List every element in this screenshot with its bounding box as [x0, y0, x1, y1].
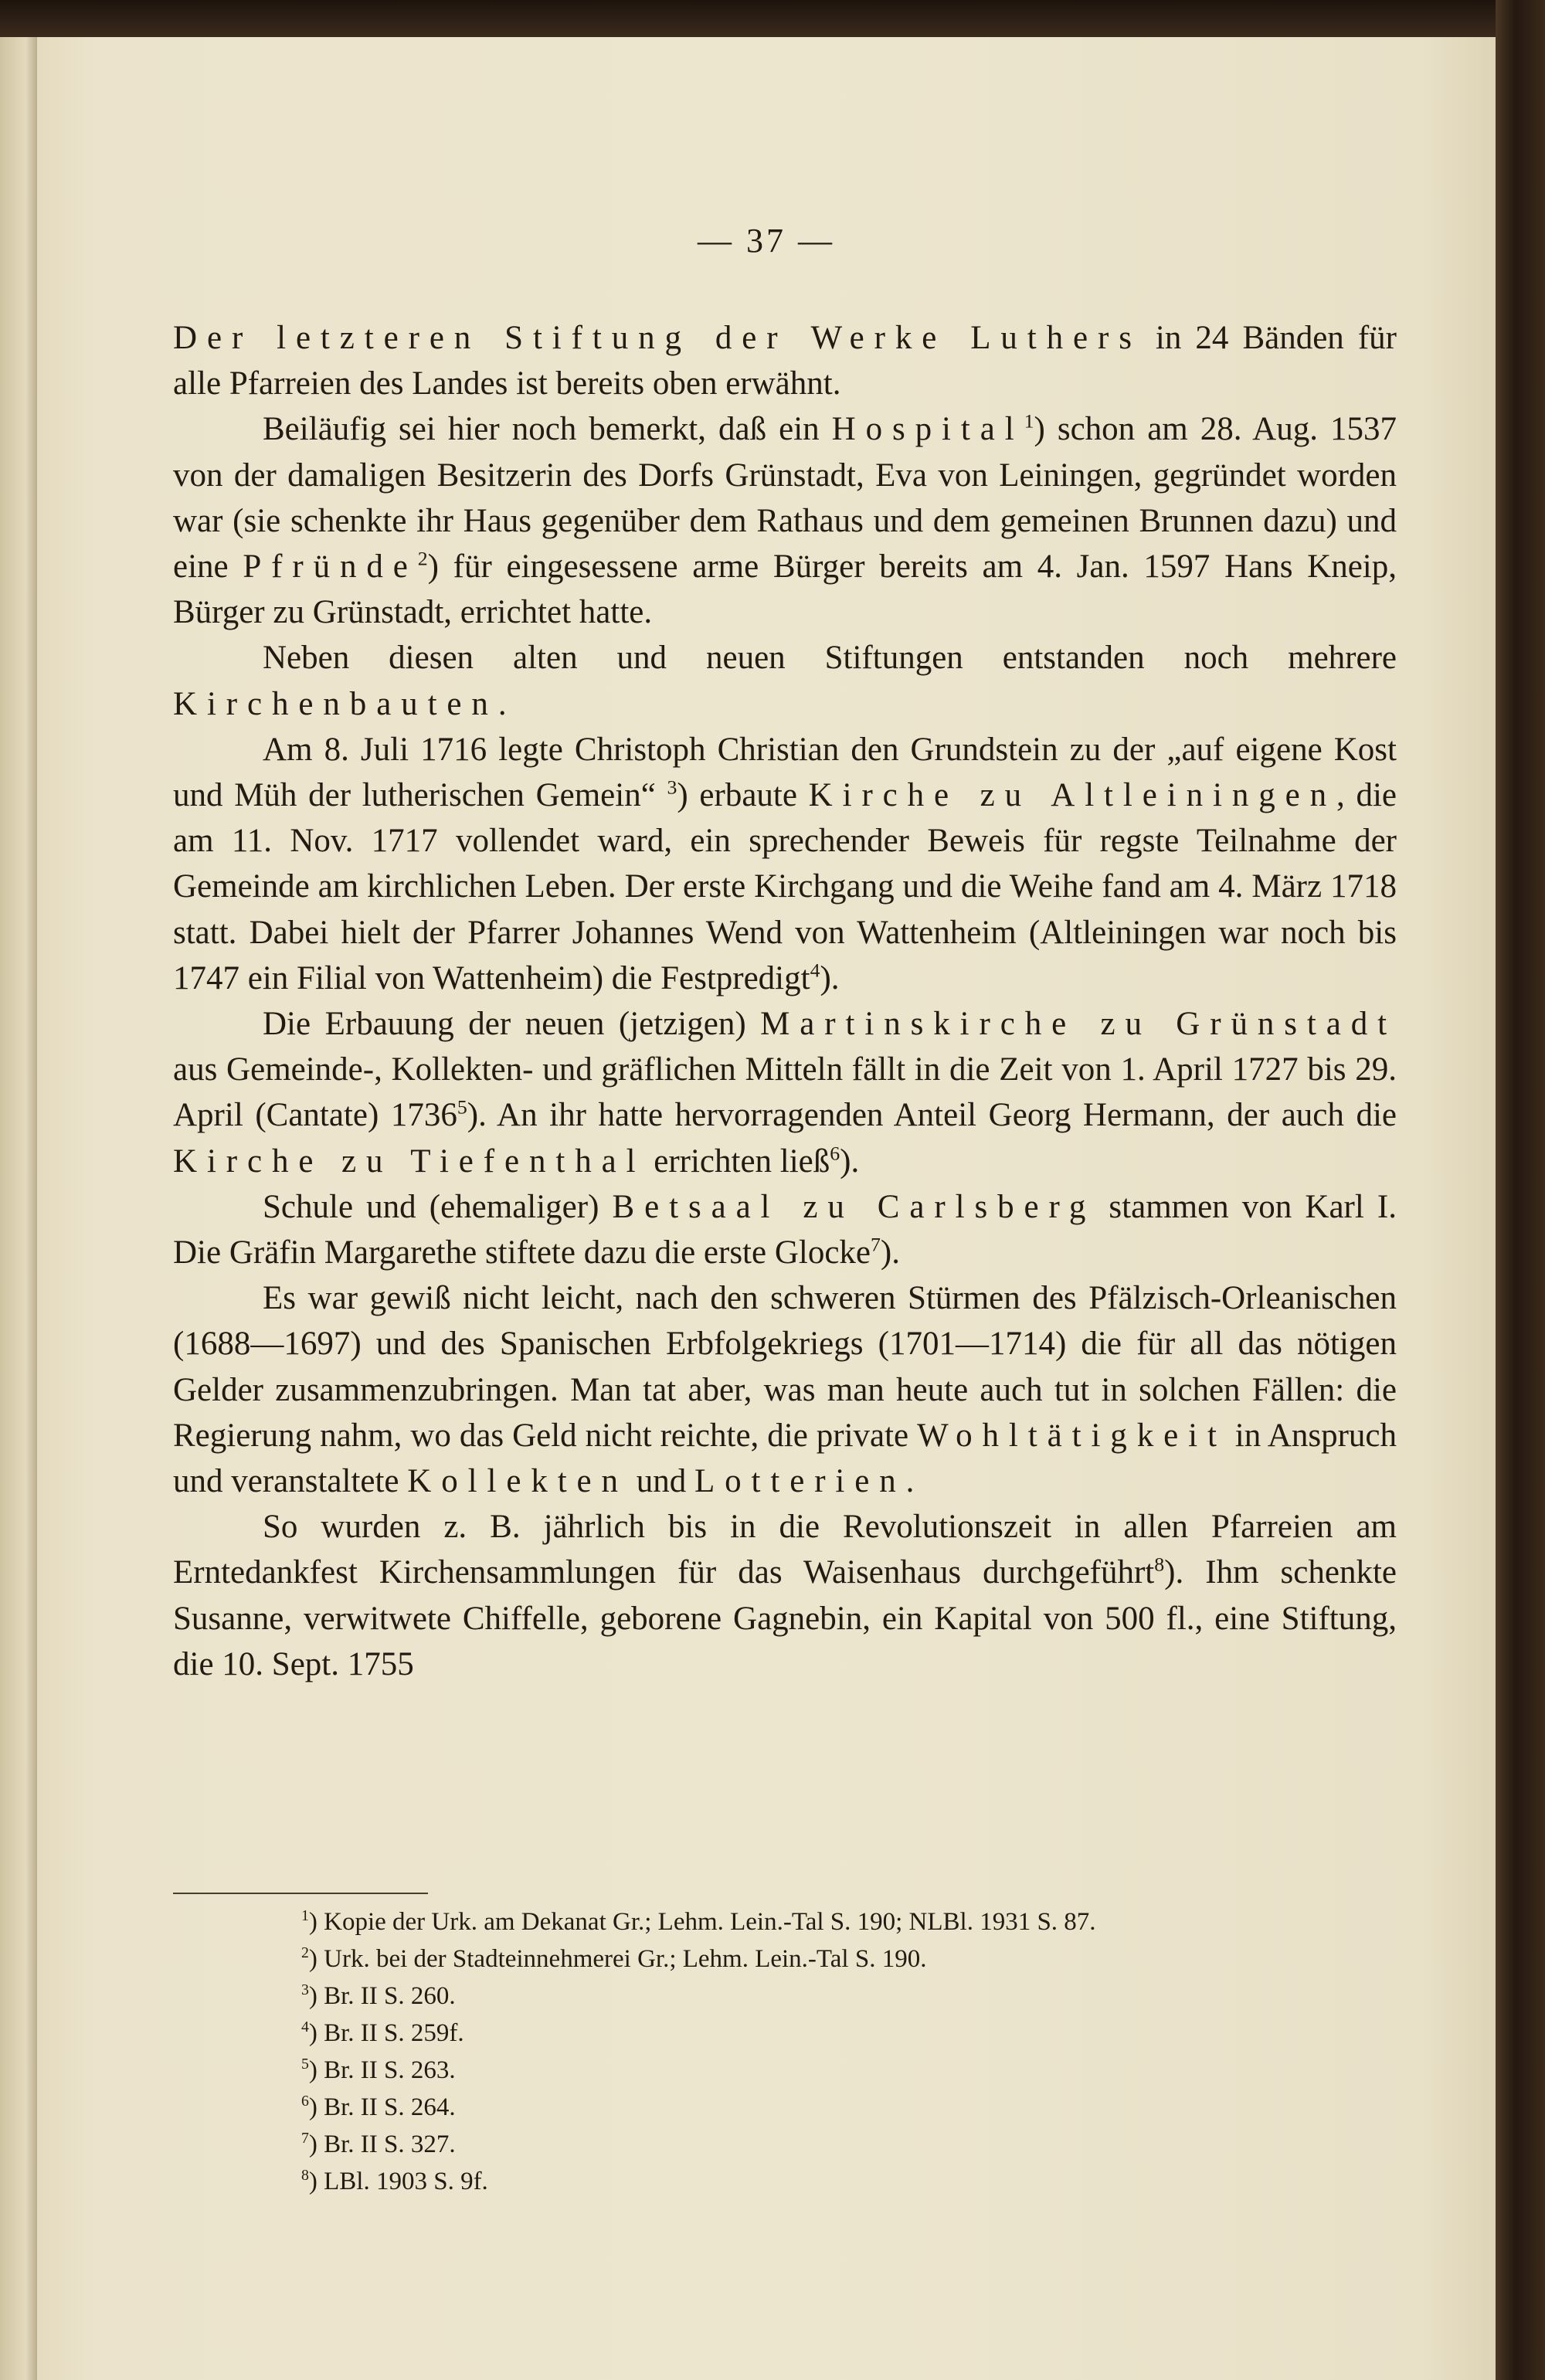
footnote-mark: 2: [301, 1944, 309, 1961]
text-run: aus Gemeinde-, Kollekten- und gräflichen Mitteln fällt in die Zeit von 1. April 1727 bis 29. April (Cantate) 1736: [173, 1051, 1397, 1134]
binding-gutter: [0, 37, 37, 2380]
footnote-mark: 5: [301, 2056, 309, 2073]
book-cover-right-edge: [1496, 0, 1545, 2380]
footnote-mark: 3: [301, 1981, 309, 1998]
spaced-emphasis: Kirche zu Altleiningen: [808, 777, 1336, 814]
paragraph-7: [173, 1275, 1397, 1504]
text-run: in 24 Bänden für alle Pfarreien des Landes ist bereits oben erwähnt.: [173, 320, 1397, 402]
paragraph-1: [173, 315, 1397, 406]
text-run: ).: [880, 1234, 900, 1271]
text-run: Neben diesen alten und neuen Stiftungen entstanden noch mehrere: [263, 640, 1397, 677]
footnote-mark: 8: [301, 2167, 309, 2184]
text-run: ) schon am 28. Aug. 1537 von der damaligen Besitzerin des Dorfs Grünstadt, Eva von Leiningen, gegründet worden war (sie schenkte ihr Haus gegenüber dem Rathaus und dem gemeinen Brunnen dazu) und eine: [173, 411, 1397, 586]
spaced-emphasis: Wohltätigkeit: [917, 1417, 1227, 1454]
spaced-emphasis: Kirchenbauten: [173, 685, 498, 722]
footnote: [173, 2015, 1397, 2052]
text-run: in Anspruch und veranstaltete: [173, 1417, 1397, 1500]
footnote: [173, 1978, 1397, 2015]
footnote-mark: 6: [301, 2093, 309, 2110]
text-run: ). Ihm schenkte Susanne, verwitwete Chiffelle, geborene Gagnebin, ein Kapital von 500 fl., eine Stiftung, die 10. Sept. 1755: [173, 1554, 1397, 1682]
spaced-emphasis: Lotterien: [694, 1463, 906, 1500]
text-run: So wurden z. B. jährlich bis in die Revolutionszeit in allen Pfarreien am Erntedankfest Kirchensammlungen für das Waisenhaus durchgeführt: [173, 1509, 1397, 1591]
paragraph-3: [173, 635, 1397, 726]
footnotes: [173, 1893, 1397, 2200]
footnote-text: ) Br. II S. 263.: [308, 2056, 456, 2084]
text-run: Am 8. Juli 1716 legte Christoph Christian den Grundstein zu der „auf eigene Kost und Müh der lutherischen Gemein“: [173, 731, 1397, 814]
footnote-ref: 8: [1154, 1553, 1165, 1577]
paragraph-8: [173, 1504, 1397, 1687]
footnote-text: ) Br. II S. 327.: [308, 2130, 456, 2158]
paragraph-4: [173, 727, 1397, 1001]
footnote-ref: 1: [1024, 410, 1034, 433]
paragraph-5: [173, 1001, 1397, 1184]
footnote: [173, 2089, 1397, 2126]
text-run: ) erbaute: [677, 777, 809, 814]
footnote-ref: 3: [667, 776, 677, 799]
footnote-ref: 4: [810, 959, 820, 982]
spaced-emphasis: Hospital: [831, 411, 1024, 448]
text-run: errichten ließ: [645, 1142, 830, 1180]
text-run: ). An ihr hatte hervorragenden Anteil Georg Hermann, der auch die: [467, 1097, 1397, 1134]
spaced-emphasis: Der letzteren Stiftung der Werke Luthers: [173, 320, 1142, 356]
book-cover-top-edge: [0, 0, 1545, 37]
footnote-ref: 5: [457, 1096, 467, 1119]
footnote-divider: [173, 1893, 428, 1894]
footnote-text: ) Urk. bei der Stadteinnehmerei Gr.; Lehm. Lein.-Tal S. 190.: [308, 1945, 927, 1973]
footnote-text: ) Br. II S. 259f.: [308, 2019, 464, 2047]
text-run: ).: [820, 959, 840, 996]
page-number: — 37 —: [698, 222, 835, 260]
text-run: .: [905, 1463, 915, 1500]
footnote-text: ) LBl. 1903 S. 9f.: [308, 2168, 488, 2195]
spaced-emphasis: Betsaal zu Carlsberg: [612, 1188, 1096, 1225]
text-run: Die Erbauung der neuen (jetzigen): [263, 1006, 761, 1043]
text-run: , die am 11. Nov. 1717 vollendet ward, ein sprechender Beweis für regste Teilnahme der Gemeinde am kirchlichen Leben. Der erste Kirchgang und die Weihe fand am 4. März 1718 statt. Dabei hielt der Pfarrer Johannes Wend von Wattenheim (Altleiningen war noch bis 1747 ein Filial von Wattenheim) die Festpredigt: [173, 777, 1397, 996]
text-run: stammen von Karl I. Die Gräfin Margarethe stiftete dazu die erste Glocke: [173, 1188, 1397, 1271]
paragraph-6: [173, 1184, 1397, 1275]
footnote: [173, 2163, 1397, 2200]
footnote: [173, 2126, 1397, 2163]
footnote-ref: 2: [417, 547, 428, 570]
footnote-mark: 4: [301, 2018, 309, 2035]
footnote-text: ) Kopie der Urk. am Dekanat Gr.; Lehm. Lein.-Tal S. 190; NLBl. 1931 S. 87.: [308, 1908, 1096, 1936]
spaced-emphasis: Kirche zu Tiefenthal: [173, 1142, 646, 1180]
spaced-emphasis: Kollekten: [407, 1463, 628, 1500]
paragraph-2: [173, 406, 1397, 635]
footnote-text: ) Br. II S. 264.: [308, 2093, 456, 2121]
spaced-emphasis: Pfründe: [243, 548, 418, 586]
book-page: [37, 37, 1496, 2380]
text-run: ) für eingesessene arme Bürger bereits am 4. Jan. 1597 Hans Kneip, Bürger zu Grünstadt, errichtet hatte.: [173, 548, 1397, 631]
text-run: Es war gewiß nicht leicht, nach den schweren Stürmen des Pfälzisch-Orleanischen (1688—1697) und des Spanischen Erbfolgekriegs (1701—1714) die für all das nötigen Gelder zusammenzubringen. Man tat aber, was man heute auch tut in solchen Fällen: die Regierung nahm, wo das Geld nicht reichte, die private: [173, 1280, 1397, 1454]
text-run: ).: [840, 1142, 860, 1180]
footnote: [173, 2052, 1397, 2089]
footnote: [173, 1903, 1397, 1940]
body-text: [173, 315, 1397, 1687]
footnote-text: ) Br. II S. 260.: [308, 1982, 456, 2010]
text-run: Schule und (ehemaliger): [263, 1188, 613, 1225]
footnote: [173, 1940, 1397, 1978]
text-run: .: [497, 685, 507, 722]
text-run: und: [627, 1463, 694, 1500]
footnote-mark: 7: [301, 2130, 309, 2147]
footnote-ref: 7: [871, 1233, 881, 1256]
footnote-ref: 6: [830, 1142, 840, 1165]
text-run: Beiläufig sei hier noch bemerkt, daß ein: [263, 411, 832, 448]
spaced-emphasis: Martinskirche zu Grünstadt: [760, 1006, 1397, 1043]
footnote-mark: 1: [301, 1907, 309, 1924]
